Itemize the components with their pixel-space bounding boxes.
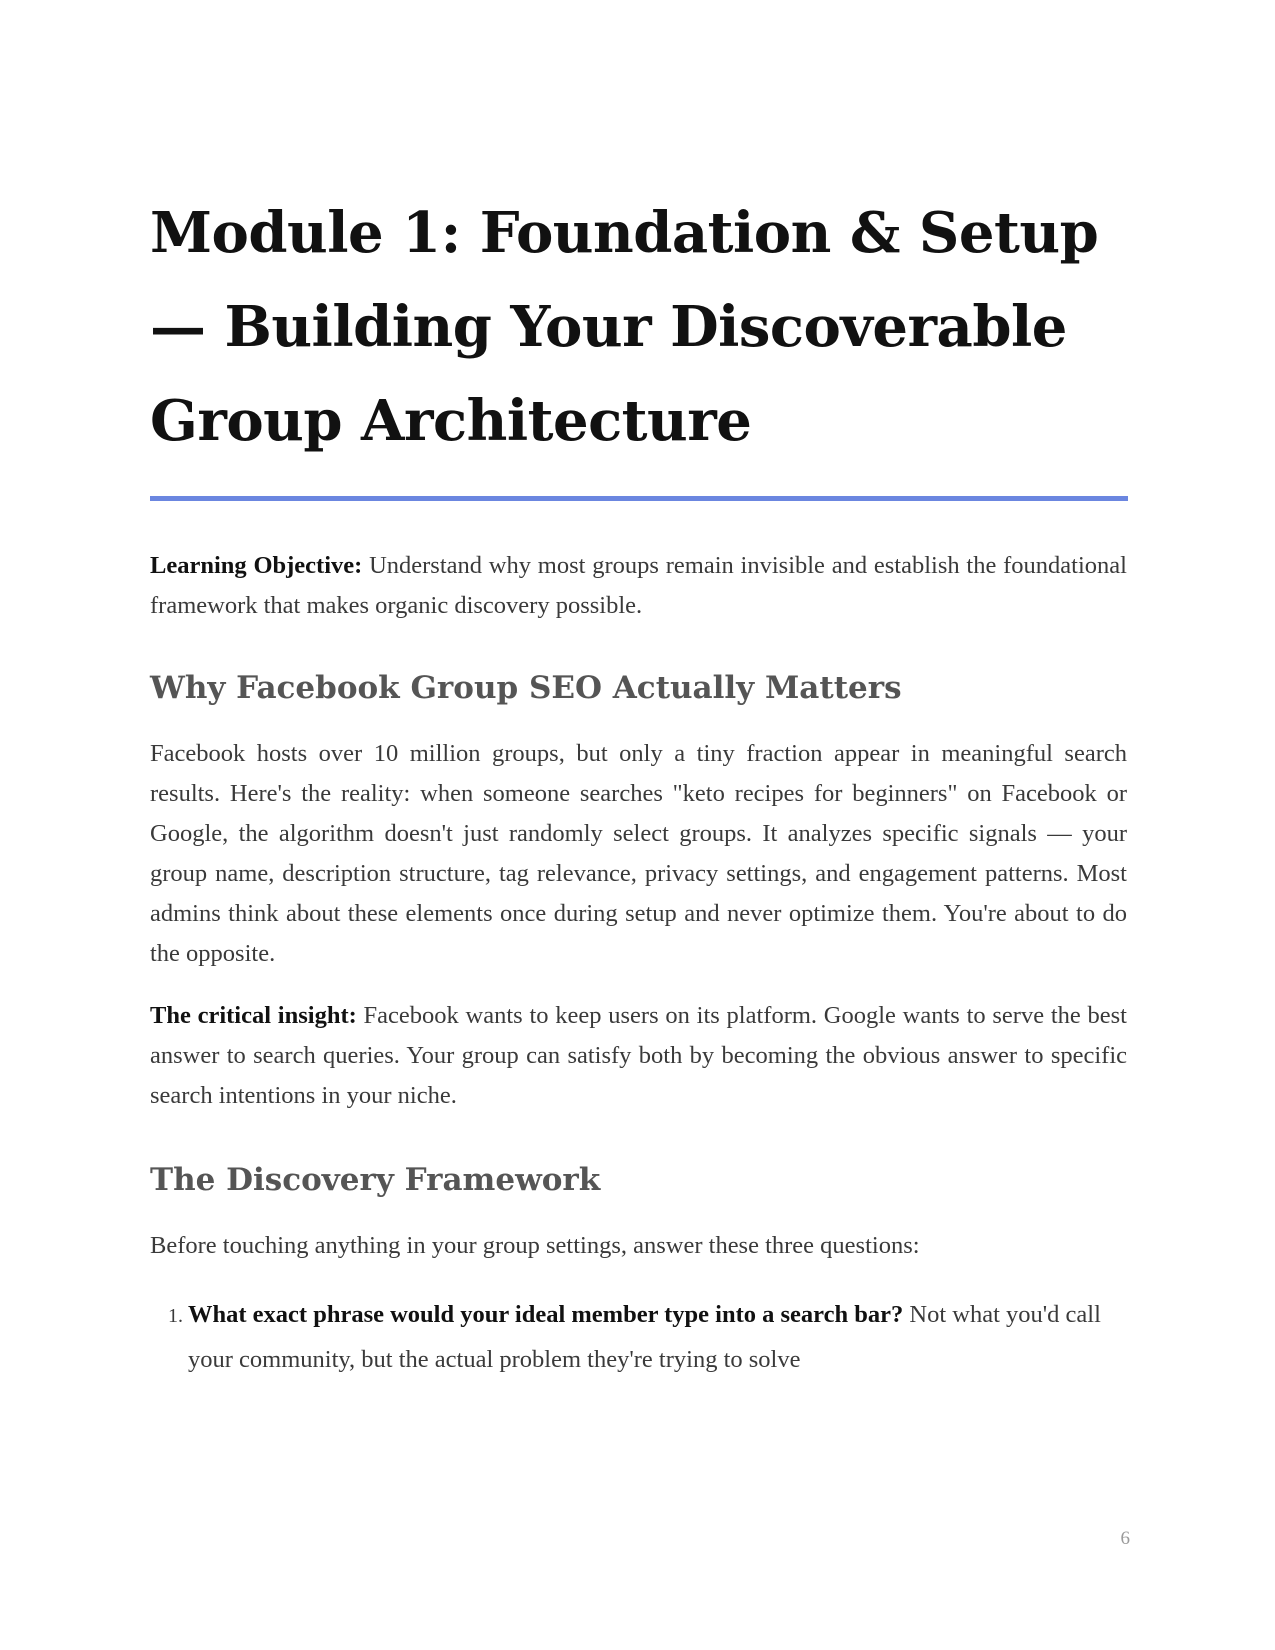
framework-questions-list (150, 1292, 1127, 1382)
learning-objective-label: Learning Objective: (150, 552, 363, 579)
module-title: Module 1: Foundation & Setup — Building Your Discoverable Group Architecture (150, 200, 1099, 454)
learning-objective (150, 546, 1127, 626)
section-heading-framework: The Discovery Framework (150, 1162, 601, 1198)
question-bold: What exact phrase would your ideal member type into a search bar? (188, 1301, 904, 1328)
framework-intro: Before touching anything in your group settings, answer these three questions: (150, 1232, 920, 1259)
insight-paragraph (150, 996, 1127, 1116)
insight-text: Facebook wants to keep users on its platform. Google wants to serve the best answer to search queries. Your group can satisfy both by becoming the obvious answer to specific search intentions in your niche. (150, 1002, 1127, 1109)
why-paragraph: Facebook hosts over 10 million groups, but only a tiny fraction appear in meaningful search results. Here's the reality: when someone searches "keto recipes for beginners" on Facebook or Google, the algorithm doesn't just randomly select groups. It analyzes specific signals — your group name, description structure, tag relevance, privacy settings, and engagement patterns. Most admins think about these elements once during setup and never optimize them. You're about to do the opposite. (150, 740, 1127, 967)
page-number: 6 (1120, 1528, 1130, 1549)
list-item (188, 1292, 1127, 1382)
section-heading-why: Why Facebook Group SEO Actually Matters (150, 670, 902, 706)
question-text: Not what you'd call your community, but the actual problem they're trying to solve (188, 1301, 1101, 1373)
insight-label: The critical insight: (150, 1002, 357, 1029)
title-divider (150, 496, 1128, 501)
page-content (150, 186, 1127, 1382)
learning-objective-text: Understand why most groups remain invisible and establish the foundational framework that makes organic discovery possible. (150, 552, 1127, 619)
